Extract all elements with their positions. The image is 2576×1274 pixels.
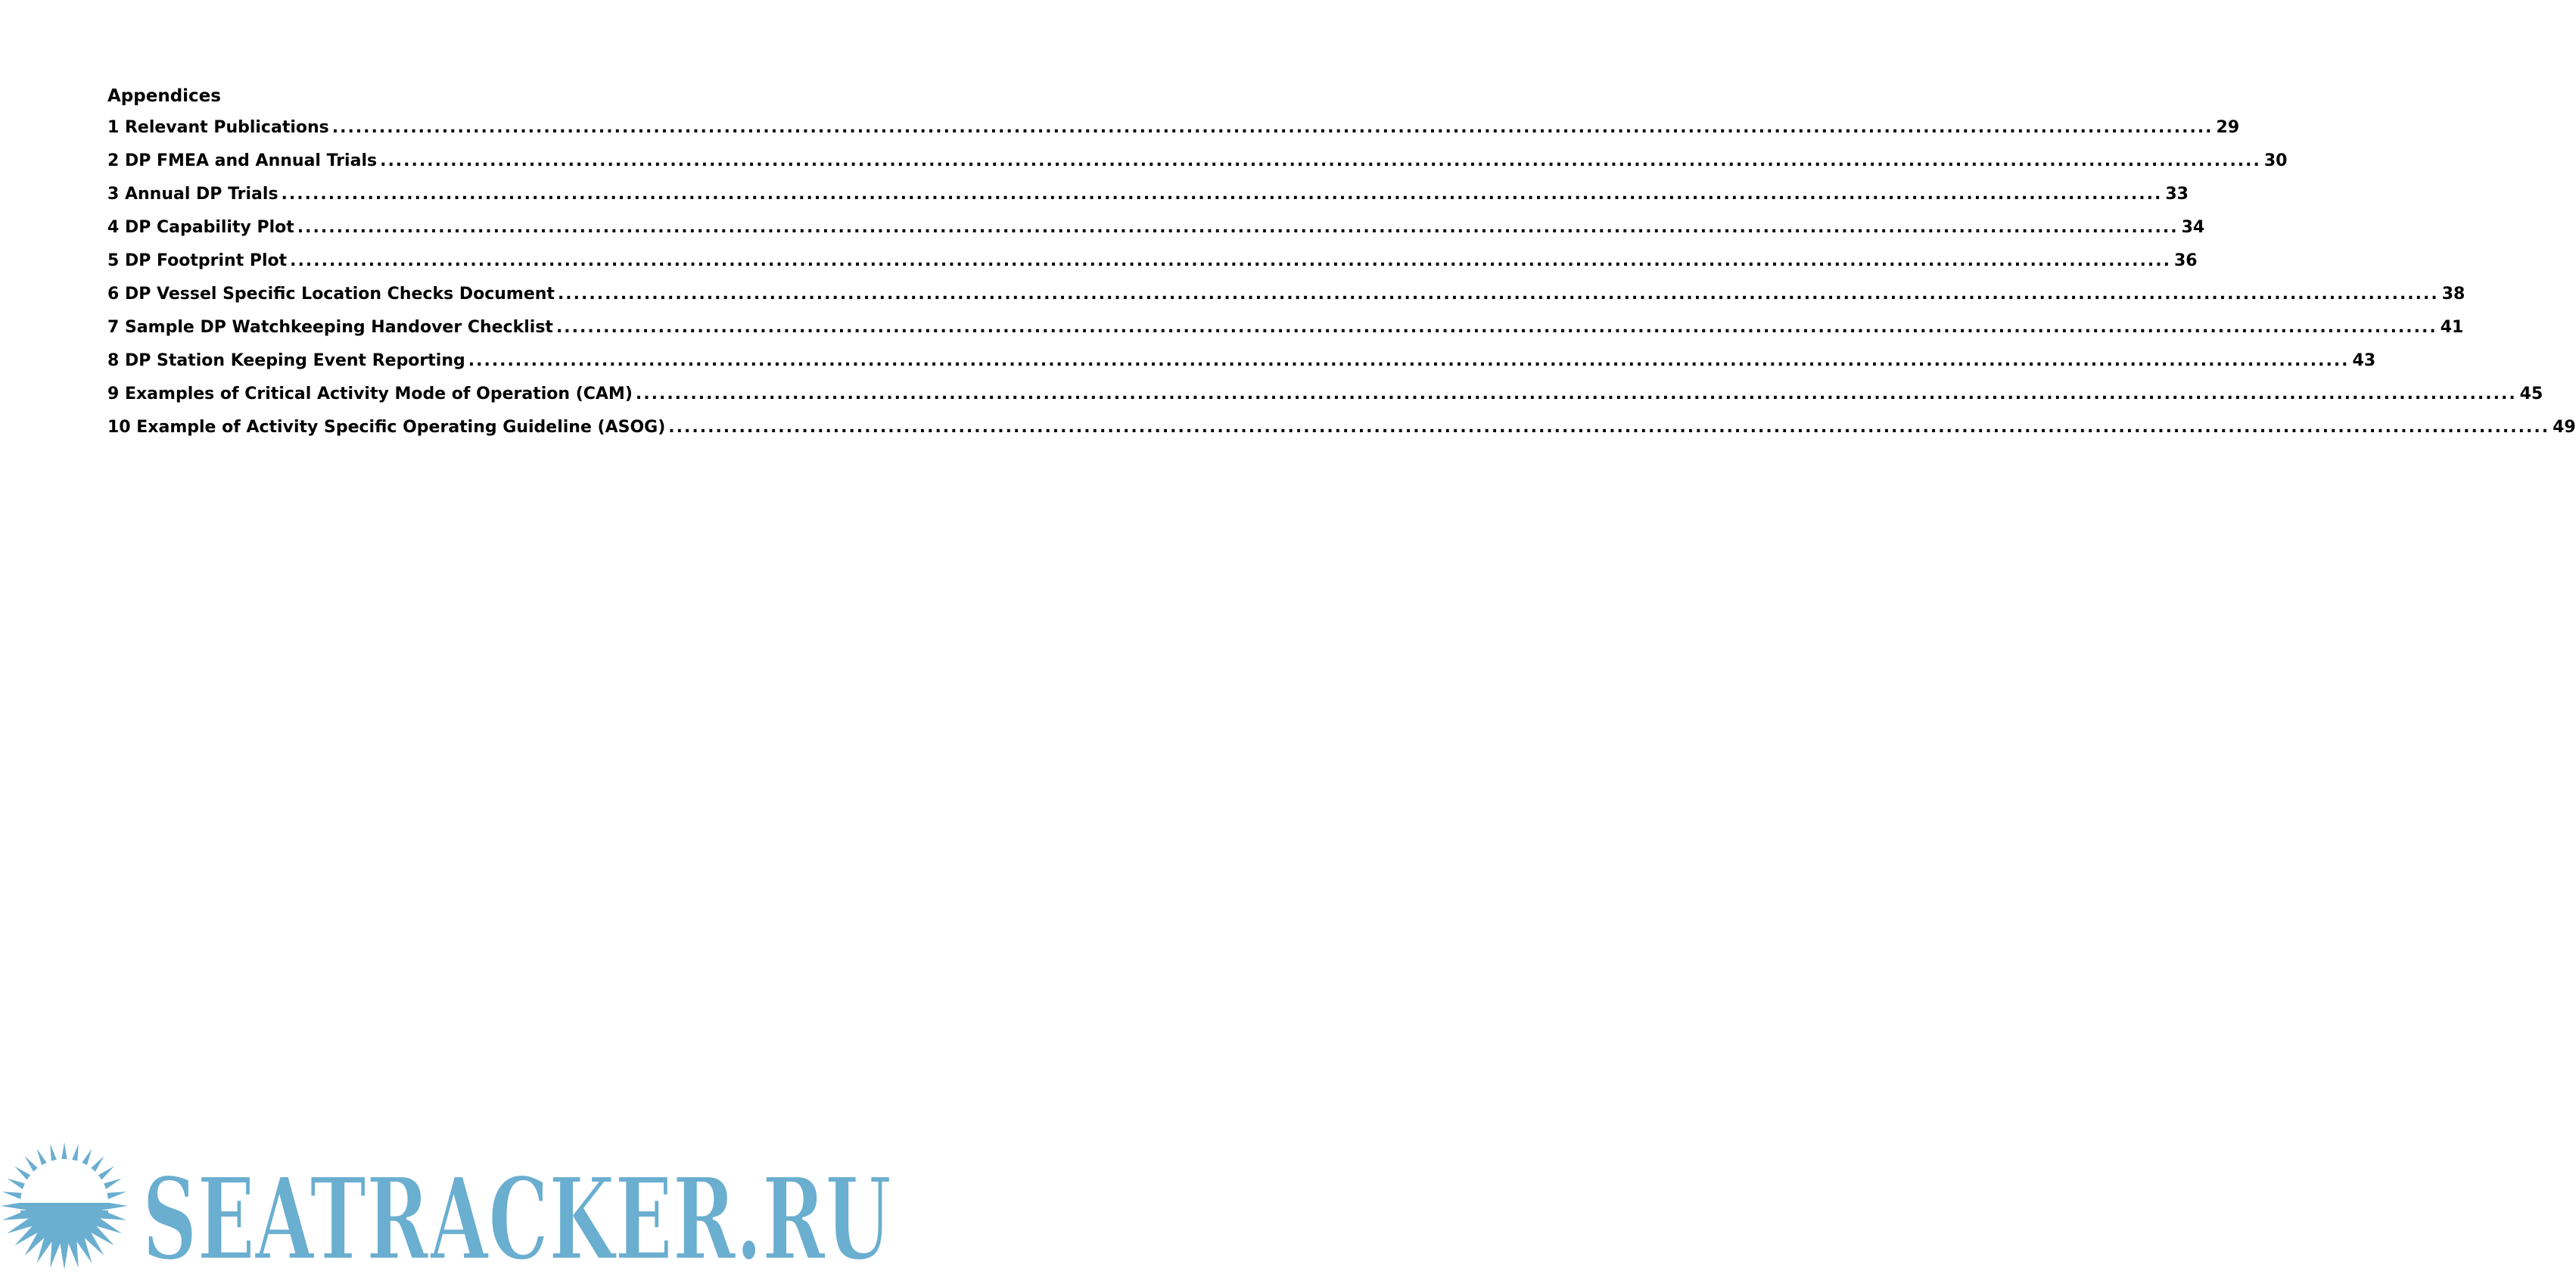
toc-entry-label: 9 Examples of Critical Activity Mode of Operation (CAM) <box>107 385 633 403</box>
toc-heading: Appendices <box>107 86 221 106</box>
toc-entry-label: 8 DP Station Keeping Event Reporting <box>107 351 465 370</box>
toc-entry-4[interactable] <box>107 218 2205 251</box>
toc-entry-page: 43 <box>2352 351 2376 370</box>
watermark-text: SEATRACKER.RU <box>142 1153 891 1274</box>
toc-entry-label: 6 DP Vessel Specific Location Checks Document <box>107 285 555 304</box>
table-of-contents <box>107 85 2576 451</box>
toc-leader-dots <box>380 151 2261 170</box>
toc-entry-label: 10 Example of Activity Specific Operating Guideline (ASOG) <box>107 418 666 437</box>
toc-entry-page: 36 <box>2173 251 2198 270</box>
toc-leader-dots <box>668 418 2550 437</box>
toc-entry-label: 7 Sample DP Watchkeeping Handover Checklist <box>107 318 553 337</box>
toc-entry-2[interactable] <box>107 151 2288 185</box>
toc-entry-page: 30 <box>2263 151 2288 170</box>
toc-entry-9[interactable] <box>107 385 2543 418</box>
toc-entry-5[interactable] <box>107 251 2198 285</box>
toc-entry-3[interactable] <box>107 185 2189 218</box>
toc-entry-page: 49 <box>2553 418 2576 437</box>
toc-entry-page: 29 <box>2216 118 2240 137</box>
toc-leader-dots <box>636 385 2517 403</box>
toc-list <box>107 118 2576 451</box>
toc-entry-10[interactable] <box>107 418 2576 451</box>
toc-entry-6[interactable] <box>107 285 2466 318</box>
toc-leader-dots <box>556 318 2438 337</box>
toc-entry-label: 3 Annual DP Trials <box>107 185 278 204</box>
toc-entry-label: 5 DP Footprint Plot <box>107 251 288 270</box>
seatracker-watermark <box>0 1139 901 1274</box>
toc-entry-page: 45 <box>2519 385 2543 403</box>
toc-entry-1[interactable] <box>107 118 2240 151</box>
toc-entry-label: 4 DP Capability Plot <box>107 218 294 237</box>
toc-leader-dots <box>468 351 2350 370</box>
toc-entry-page: 34 <box>2181 218 2205 237</box>
toc-entry-label: 1 Relevant Publications <box>107 118 329 137</box>
toc-leader-dots <box>332 118 2214 137</box>
toc-entry-page: 41 <box>2440 318 2464 337</box>
toc-leader-dots <box>558 285 2439 304</box>
sun-icon <box>1 1142 128 1269</box>
toc-entry-page: 33 <box>2165 185 2189 204</box>
toc-entry-7[interactable] <box>107 318 2464 351</box>
toc-entry-8[interactable] <box>107 351 2376 385</box>
toc-entry-page: 38 <box>2441 285 2466 304</box>
toc-leader-dots <box>282 185 2163 204</box>
toc-leader-dots <box>290 251 2171 270</box>
toc-leader-dots <box>297 218 2179 237</box>
toc-entry-label: 2 DP FMEA and Annual Trials <box>107 151 378 170</box>
